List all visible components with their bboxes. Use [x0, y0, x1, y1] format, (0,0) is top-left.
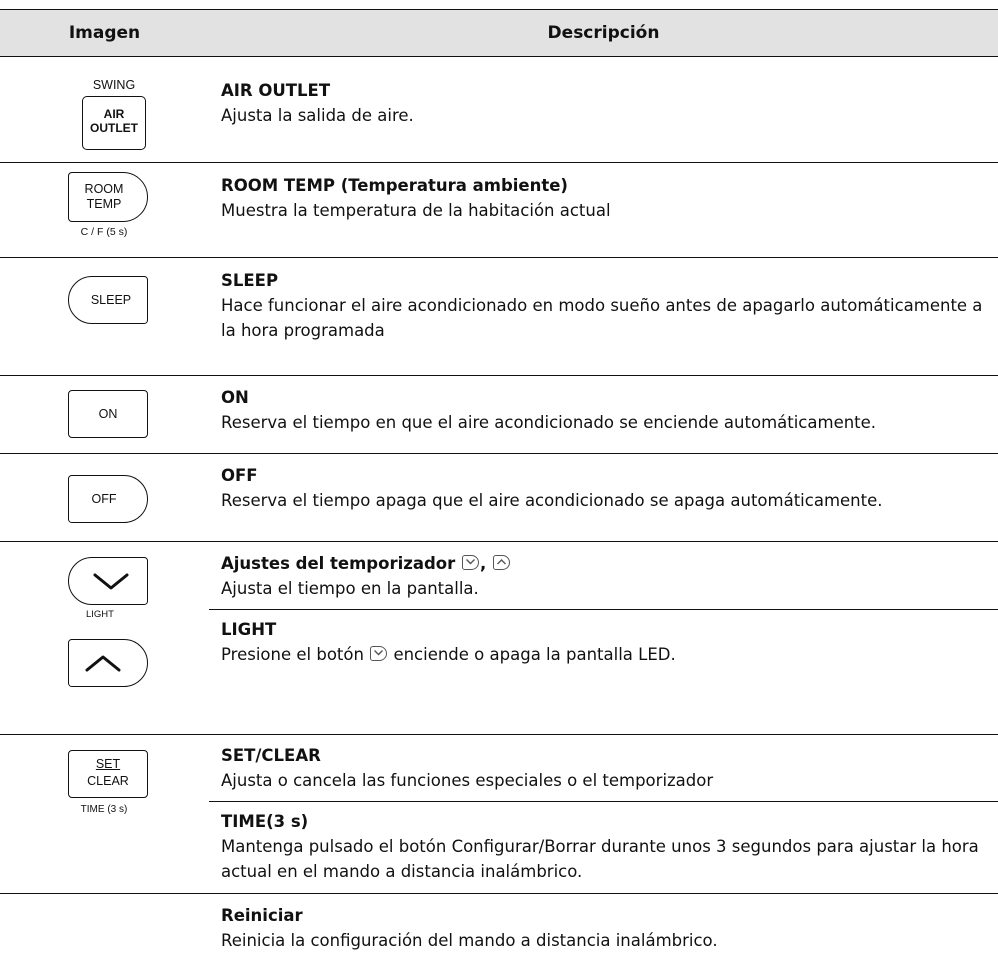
sub-desc-before: Presione el botón [221, 645, 364, 664]
room-temp-button-image [68, 172, 148, 242]
timer-buttons-image [68, 557, 148, 717]
off-key [68, 475, 148, 523]
swing-caption: SWING [92, 78, 136, 92]
row-time [221, 809, 991, 884]
up-key [68, 639, 148, 687]
row-rule [0, 162, 998, 163]
row-room-temp [221, 173, 991, 223]
row-desc: Hace funcionar el aire acondicionado en modo sueño antes de apagarlo automáticamente a la hora programada [221, 296, 983, 340]
key-label-line2: TEMP [86, 197, 122, 211]
key-label: ON [98, 407, 118, 421]
row-set-clear [221, 743, 991, 793]
mini-down-icon [462, 555, 479, 570]
mini-down-icon [370, 646, 387, 661]
key-label-line1: AIR [103, 107, 125, 121]
set-clear-key [68, 750, 148, 798]
row-title: ON [221, 388, 249, 407]
sub-rule [209, 801, 998, 802]
row-rule [0, 734, 998, 735]
on-key [68, 390, 148, 438]
row-rule [0, 453, 998, 454]
chevron-up-icon [83, 652, 123, 674]
row-title-text: Ajustes del temporizador [221, 554, 456, 573]
row-sleep [221, 268, 991, 343]
air-outlet-key [82, 96, 146, 150]
row-rule [0, 375, 998, 376]
key-label-line1: SET [95, 757, 121, 771]
sub-desc-after: enciende o apaga la pantalla LED. [393, 645, 676, 664]
down-key [68, 557, 148, 605]
sub-rule [209, 609, 998, 610]
sleep-key [68, 276, 148, 324]
cf-caption: C / F (5 s) [80, 226, 128, 238]
mini-up-icon [493, 555, 510, 570]
key-label: SLEEP [90, 293, 132, 307]
row-desc: Ajusta o cancela las funciones especiales o el temporizador [221, 771, 714, 790]
header-rule [0, 56, 998, 57]
sub-desc [221, 642, 991, 667]
row-reiniciar [221, 903, 991, 953]
row-desc: Muestra la temperatura de la habitación actual [221, 201, 611, 220]
row-title: AIR OUTLET [221, 81, 331, 100]
row-rule [0, 541, 998, 542]
header-description: Descripción [547, 23, 660, 43]
row-off [221, 463, 991, 513]
row-title: Reiniciar [221, 906, 303, 925]
key-label-line1: ROOM [84, 182, 124, 196]
row-title: SLEEP [221, 271, 279, 290]
key-label-line2: CLEAR [87, 774, 129, 788]
row-rule [0, 893, 998, 894]
title-separator: , [480, 554, 487, 573]
row-desc: Reserva el tiempo en que el aire acondicionado se enciende automáticamente. [221, 413, 877, 432]
row-rule [0, 257, 998, 258]
set-clear-button-image [68, 750, 148, 830]
row-title: ROOM TEMP (Temperatura ambiente) [221, 176, 568, 195]
chevron-down-icon [91, 570, 131, 592]
row-title: OFF [221, 466, 258, 485]
key-label: OFF [91, 492, 117, 506]
row-desc: Ajusta el tiempo en la pantalla. [221, 579, 479, 598]
row-desc: Reserva el tiempo apaga que el aire acondicionado se apaga automáticamente. [221, 491, 883, 510]
row-timer [221, 551, 991, 601]
row-title: SET/CLEAR [221, 746, 321, 765]
row-air-outlet [221, 78, 991, 128]
row-light [221, 617, 991, 667]
row-desc: Ajusta la salida de aire. [221, 106, 414, 125]
sub-title: LIGHT [221, 620, 277, 639]
light-caption: LIGHT [86, 609, 114, 620]
sub-title: TIME(3 s) [221, 812, 309, 831]
sub-desc: Mantenga pulsado el botón Configurar/Borrar durante unos 3 segundos para ajustar la hora actual en el mando a distancia inalámbrico. [221, 837, 979, 881]
row-on [221, 385, 991, 435]
table-header [0, 10, 998, 56]
room-temp-key [68, 172, 148, 222]
row-title [221, 551, 991, 576]
row-desc: Reinicia la configuración del mando a distancia inalámbrico. [221, 931, 718, 950]
header-image: Imagen [68, 23, 141, 43]
key-label-line2: OUTLET [90, 121, 138, 135]
time-caption: TIME (3 s) [80, 804, 128, 815]
